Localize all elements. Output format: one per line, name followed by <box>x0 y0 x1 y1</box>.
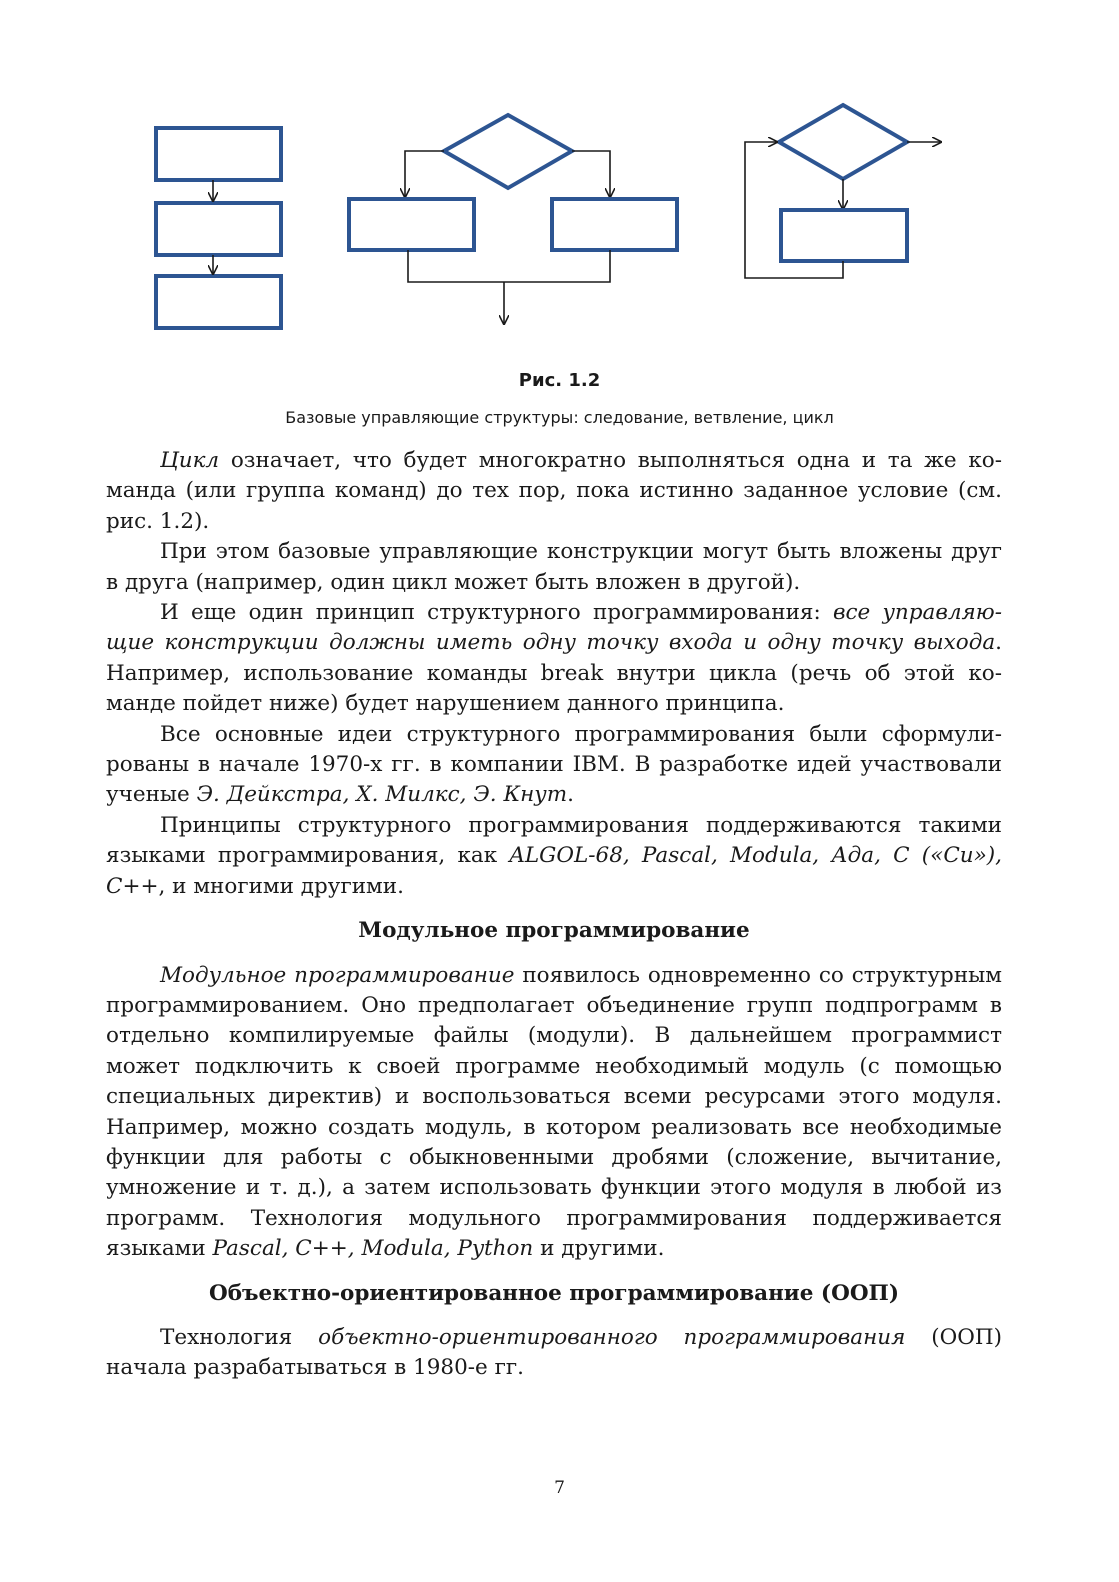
sequence-block-3 <box>156 276 281 328</box>
branch-block-right <box>552 199 677 250</box>
sequence-diagram <box>156 128 281 328</box>
paragraph-cycle <box>106 446 1002 537</box>
paragraph-text: . Например, использование команды break внутри цикла (речь об этой команде пойдет ниже) будет нарушением данного принципа. <box>106 630 1002 717</box>
paragraph-text: И еще один принцип структурного программирования: <box>160 600 833 626</box>
emphasis-names: Э. Дейкстра, Х. Милкс, Э. Кнут <box>196 782 568 808</box>
paragraph-entry-exit <box>106 598 1002 720</box>
branch-block-left <box>349 199 474 250</box>
term-cycle: Цикл <box>160 448 220 473</box>
emphasis-languages: ALGOL-68, Pascal, Modula, Ада, C («Си»), C++ <box>106 843 1002 899</box>
term-oop: объектно-ориентированного программирования <box>318 1324 906 1350</box>
emphasis-languages: Pascal, C++, Modula, Python <box>212 1236 534 1262</box>
paragraph-text: При этом базовые управляющие конструкции могут быть вложены друг в друга (например, один цикл может быть вложен в другой). <box>106 539 1002 595</box>
paragraph-text: и другими. <box>533 1236 665 1262</box>
paragraph-text: Все основные идеи структурного программирования были сформулированы в начале 1970-х гг. в компании IBM. В разработке идей участвовали ученые <box>106 721 1002 808</box>
loop-diagram <box>745 105 941 278</box>
paragraph-text: . <box>567 782 574 808</box>
sequence-block-1 <box>156 128 281 180</box>
paragraph-text: , и многими другими. <box>158 873 404 899</box>
branch-diagram <box>349 115 677 324</box>
branch-merge-line <box>408 250 610 282</box>
loop-condition-diamond <box>779 105 907 179</box>
paragraph-languages <box>106 811 1002 902</box>
page-number: 7 <box>554 1478 565 1498</box>
paragraph-text: появилось одновременно со структурным программированием. Оно предполагает объединение групп подпрограмм в отдельно компилируемые файлы (модули). В дальнейшем программист может подключить к своей программе необходимый модуль (с помощью специальных директив) и воспользоваться всеми ресурсами этого модуля. Например, можно создать модуль, в котором реализовать все необходимые функции для работы с обыкновенными дробями (сложение, вычитание, умножение и т. д.), а затем использовать функции этого модуля в любой из программ. Технология модульного программирования поддерживается языками <box>106 962 1002 1262</box>
paragraph-oop <box>106 1323 1002 1384</box>
paragraph-history <box>106 720 1002 811</box>
page-content <box>106 446 1002 1384</box>
paragraph-modular <box>106 961 1002 1265</box>
term-modular: Модульное программирование <box>160 962 515 988</box>
paragraph-text: (ООП) начала разрабатываться в 1980-е гг. <box>106 1324 1002 1381</box>
section-heading-oop: Объектно-ориентированное программирование (ООП) <box>208 1280 900 1306</box>
paragraph-text: означает, что будет многократно выполняться одна и та же команда (или группа команд) до тех пор, пока истинно заданное условие (см. рис. 1.2). <box>106 448 1002 534</box>
branch-right-line <box>572 151 610 197</box>
paragraph-text: Принципы структурного программирования поддерживаются такими языками программирования, как <box>106 812 1002 869</box>
emphasis: все управляющие конструкции должны иметь одну точку входа и одну точку выхода <box>106 600 1002 656</box>
flowchart-figure <box>0 0 1119 350</box>
branch-left-line <box>405 151 444 197</box>
loop-body-block <box>781 210 907 261</box>
figure-caption-text: Базовые управляющие структуры: следование, ветвление, цикл <box>285 408 834 427</box>
branch-condition-diamond <box>444 115 572 188</box>
sequence-block-2 <box>156 203 281 255</box>
paragraph-text: Технология <box>160 1324 319 1350</box>
figure-caption-title: Рис. 1.2 <box>518 370 601 391</box>
section-heading-modular: Модульное программирование <box>358 918 750 944</box>
paragraph-nesting <box>106 537 1002 598</box>
